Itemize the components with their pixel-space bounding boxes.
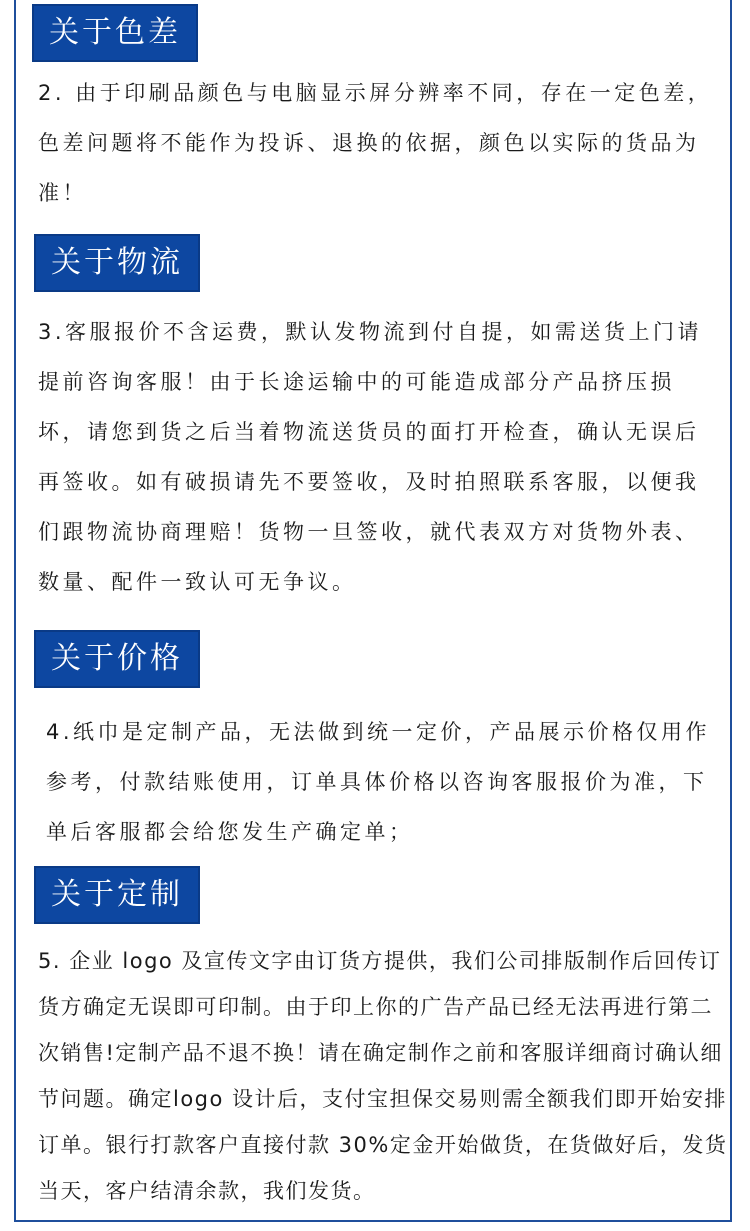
section-text-customization: 5. 企业 logo 及宣传文字由订货方提供，我们公司排版制作后回传订货方确定无误即可印制。由于印上你的广告产品已经无法再进行第二次销售!定制产品不退不换！请在确定制作之前和客服详细商讨确认细节问题。确定logo 设计后，支付宝担保交易则需全额我们即开始安排订单。银行打款客户直接付款 30%定金开始做货，在货做好后，发货当天，客户结清余款，我们发货。	[38, 949, 728, 1203]
section-text-color-difference: 2. 由于印刷品颜色与电脑显示屏分辨率不同，存在一定色差，色差问题将不能作为投诉、退换的依据，颜色以实际的货品为准！	[38, 81, 713, 205]
section-text-logistics: 3.客服报价不含运费，默认发物流到付自提，如需送货上门请提前咨询客服！由于长途运输中的可能造成部分产品挤压损坏，请您到货之后当着物流送货员的面打开检查，确认无误后再签收。如有破损请先不要签收，及时拍照联系客服，以便我们跟物流协商理赔！货物一旦签收，就代表双方对货物外表、数量、配件一致认可无争议。	[38, 320, 703, 594]
section-heading-customization: 关于定制	[34, 866, 200, 924]
section-heading-color-difference: 关于色差	[32, 4, 198, 62]
section-text-price: 4.纸巾是定制产品，无法做到统一定价，产品展示价格仅用作参考，付款结账使用，订单具体价格以咨询客服报价为准，下单后客服都会给您发生产确定单；	[46, 720, 711, 844]
section-heading-logistics: 关于物流	[34, 234, 200, 292]
section-heading-price: 关于价格	[34, 630, 200, 688]
